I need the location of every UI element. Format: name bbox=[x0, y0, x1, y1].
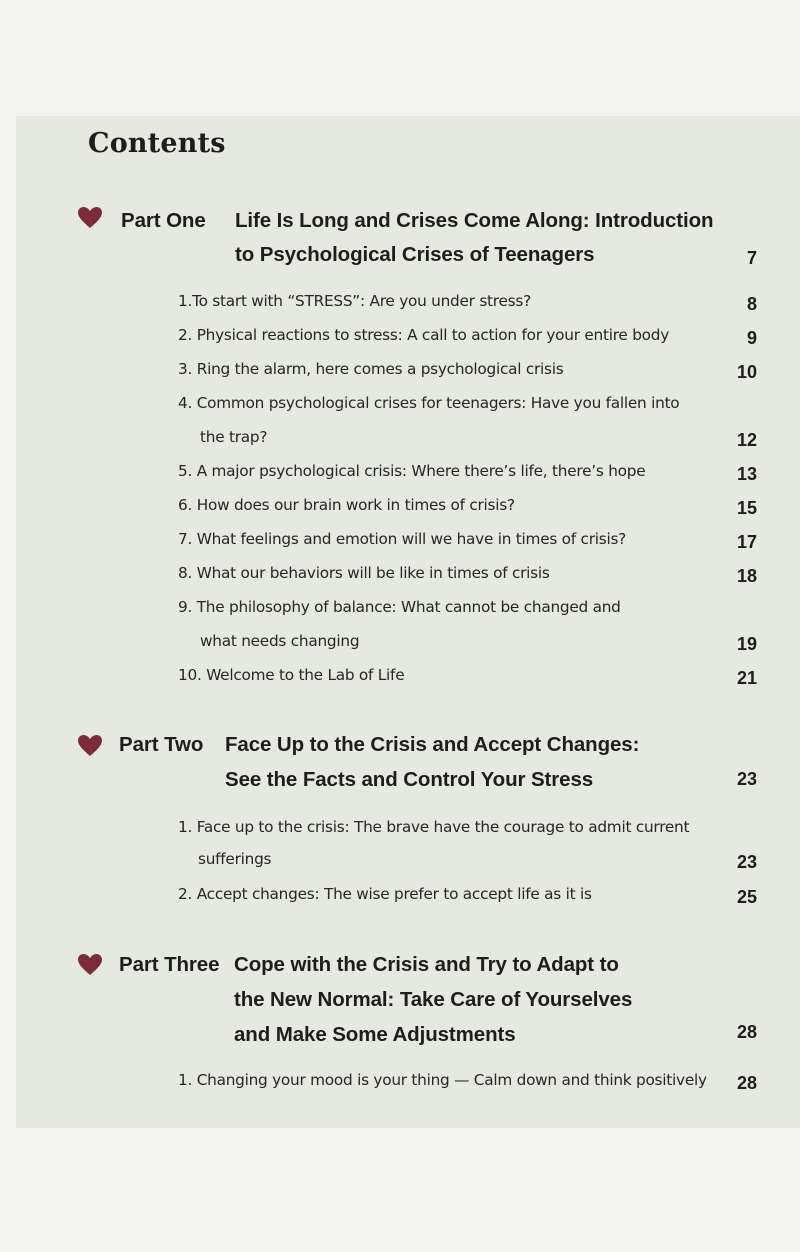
toc-entry-continuation: the trap? bbox=[200, 428, 268, 446]
entry-page-number: 21 bbox=[736, 668, 757, 688]
toc-entry: 9. The philosophy of balance: What cannot be changed and bbox=[178, 598, 621, 616]
entry-page-number: 23 bbox=[736, 852, 757, 872]
entry-page-number: 13 bbox=[736, 464, 757, 484]
toc-entry: 2. Physical reactions to stress: A call to action for your entire body bbox=[178, 326, 670, 344]
part-title-line: Face Up to the Crisis and Accept Changes: bbox=[225, 733, 640, 756]
entry-page-number: 18 bbox=[736, 566, 757, 586]
part-page-number: 7 bbox=[746, 248, 757, 268]
entry-page-number: 19 bbox=[736, 634, 757, 654]
entry-page-number: 12 bbox=[736, 430, 757, 450]
part-label: Part One bbox=[121, 209, 206, 232]
entry-page-number: 17 bbox=[736, 532, 757, 552]
toc-entry: 3. Ring the alarm, here comes a psychological crisis bbox=[178, 360, 564, 378]
toc-entry: 10. Welcome to the Lab of Life bbox=[178, 666, 405, 684]
part-label: Part Two bbox=[119, 733, 204, 756]
toc-entry: 1. Face up to the crisis: The brave have the courage to admit current bbox=[178, 818, 690, 836]
entry-page-number: 9 bbox=[746, 328, 757, 348]
entry-page-number: 15 bbox=[736, 498, 757, 518]
part-page-number: 28 bbox=[736, 1022, 757, 1042]
part-title-line: See the Facts and Control Your Stress bbox=[225, 768, 594, 791]
part-title-line: Life Is Long and Crises Come Along: Introduction bbox=[235, 209, 714, 232]
part-page-number: 23 bbox=[736, 769, 757, 789]
toc-entry: 6. How does our brain work in times of crisis? bbox=[178, 496, 515, 514]
entry-page-number: 8 bbox=[746, 294, 757, 314]
part-title-line: and Make Some Adjustments bbox=[234, 1023, 516, 1046]
entry-page-number: 25 bbox=[736, 887, 757, 907]
toc-entry-continuation: what needs changing bbox=[200, 632, 360, 650]
toc-entry: 1. Changing your mood is your thing — Calm down and think positively bbox=[178, 1071, 707, 1089]
toc-entry: 2. Accept changes: The wise prefer to accept life as it is bbox=[178, 885, 592, 903]
contents-heading: Contents bbox=[88, 128, 226, 159]
part-title-line: Cope with the Crisis and Try to Adapt to bbox=[234, 953, 619, 976]
heart-icon bbox=[77, 206, 103, 230]
toc-entry: 4. Common psychological crises for teenagers: Have you fallen into bbox=[178, 394, 680, 412]
entry-page-number: 28 bbox=[736, 1073, 757, 1093]
toc-entry-continuation: sufferings bbox=[198, 850, 272, 868]
toc-entry: 7. What feelings and emotion will we have in times of crisis? bbox=[178, 530, 627, 548]
heart-icon bbox=[77, 734, 103, 758]
toc-entry: 1.To start with “STRESS”: Are you under stress? bbox=[178, 292, 531, 310]
part-title-line: to Psychological Crises of Teenagers bbox=[235, 243, 595, 266]
toc-entry: 5. A major psychological crisis: Where there’s life, there’s hope bbox=[178, 462, 646, 480]
toc-entry: 8. What our behaviors will be like in times of crisis bbox=[178, 564, 550, 582]
heart-icon bbox=[77, 953, 103, 977]
entry-page-number: 10 bbox=[736, 362, 757, 382]
part-title-line: the New Normal: Take Care of Yourselves bbox=[234, 988, 633, 1011]
part-label: Part Three bbox=[119, 953, 220, 976]
